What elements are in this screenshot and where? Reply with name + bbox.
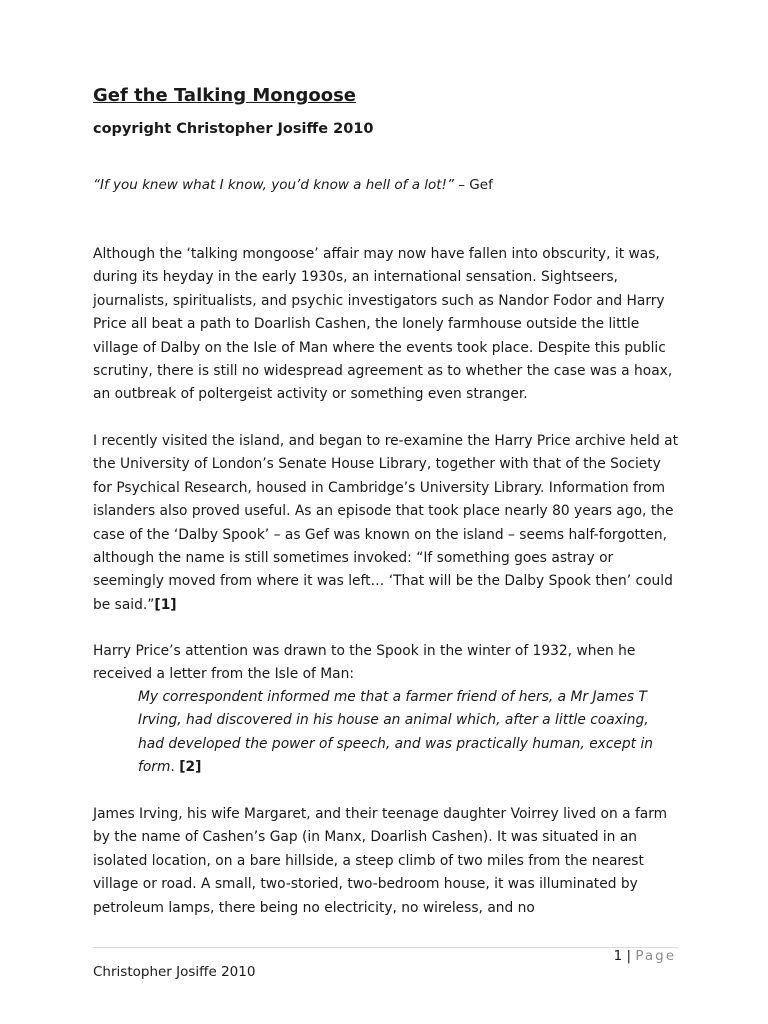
block-quote — [138, 686, 678, 780]
footer-divider — [93, 947, 678, 948]
footer-author: Christopher Josiffe 2010 — [93, 964, 256, 980]
epigraph — [93, 175, 493, 195]
footnote-ref-2[interactable]: [2] — [179, 759, 202, 776]
block-quote-text: My correspondent informed me that a farmer friend of hers, a Mr James T Irving, had discovered in his house an animal which, after a little coaxing, had developed the power of speech, and was practically human, except in form — [138, 689, 654, 776]
page-label: Page — [635, 948, 676, 964]
paragraph-4: James Irving, his wife Margaret, and their teenage daughter Voirrey lived on a farm by the name of Cashen’s Gap (in Manx, Doarlish Cashen). It was situated in an isolated location, on a bare hillside, a steep climb of two miles from the nearest village or road. A small, two-storied, two-bedroom house, it was illuminated by petroleum lamps, there being no electricity, no wireless, and no — [93, 806, 668, 916]
block-quote-ending: . — [170, 759, 180, 776]
paragraph-3: Harry Price’s attention was drawn to the Spook in the winter of 1932, when he received a letter from the Isle of Man: — [93, 643, 636, 683]
paragraph-2 — [93, 430, 678, 617]
footnote-ref-1[interactable]: [1] — [154, 596, 177, 613]
page-number-separator: | — [622, 948, 636, 964]
epigraph-attribution: – Gef — [453, 177, 493, 193]
page-number-value: 1 — [613, 948, 623, 964]
paragraph-2-text: I recently visited the island, and began to re-examine the Harry Price archive held at the University of London’s Senate House Library, together with that of the Society for Psychical Research, housed in Cambridge’s University Library. Information from islanders also proved useful. As an episode that took place nearly 80 years ago, the case of the ‘Dalby Spook’ – as Gef was known on the island – seems half-forgotten, although the name is still sometimes invoked: “If something goes astray or seemingly moved from where it was left… ‘That will be the Dalby Spook then’ could be said.” — [93, 433, 679, 613]
copyright-line: copyright Christopher Josiffe 2010 — [93, 121, 374, 137]
paragraph-1: Although the ‘talking mongoose’ affair may now have fallen into obscurity, it was, during its heyday in the early 1930s, an international sensation. Sightseers, journalists, spiritualists, and psychic investigators such as Nandor Fodor and Harry Price all beat a path to Doarlish Cashen, the lonely farmhouse outside the little village of Dalby on the Isle of Man where the events took place. Despite this public scrutiny, there is still no widespread agreement as to whether the case was a hoax, an outbreak of poltergeist activity or something even stranger. — [93, 246, 673, 403]
epigraph-quote: “If you knew what I know, you’d know a hell of a lot!” — [93, 177, 454, 193]
document-title: Gef the Talking Mongoose — [93, 85, 356, 106]
page-number — [614, 946, 676, 966]
